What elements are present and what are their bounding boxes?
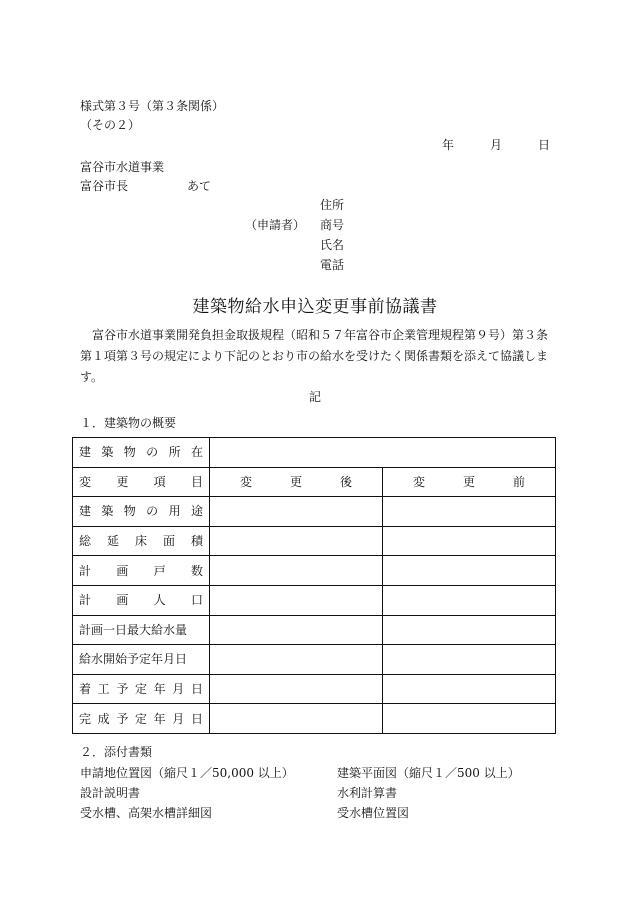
- table-row: [73, 615, 556, 645]
- addressee-line1: 富谷市水道事業: [80, 160, 165, 174]
- applicant-trade-name-label: 商号: [320, 218, 345, 232]
- date-year: 年: [441, 138, 454, 152]
- applicant-label: （申請者）: [245, 218, 306, 232]
- before-value-cell[interactable]: [383, 585, 556, 615]
- table-row: [73, 438, 556, 468]
- section2-heading: ２．添付書類: [80, 745, 153, 759]
- before-value-cell[interactable]: [383, 704, 556, 734]
- applicant-address-label: 住所: [320, 198, 345, 212]
- before-value-cell[interactable]: [383, 497, 556, 527]
- table-row: [73, 526, 556, 556]
- ki-marker: 記: [308, 390, 321, 404]
- row-label: 変 更 項 目: [73, 467, 210, 497]
- after-value-cell[interactable]: [210, 556, 383, 586]
- attachment-item: 申請地位置図（縮尺１／50,000 以上）: [80, 766, 294, 780]
- form-sub-number: （その２）: [80, 118, 141, 132]
- building-overview-table: [72, 437, 556, 734]
- after-header-cell: 変 更 後: [210, 467, 383, 497]
- before-value-cell[interactable]: [383, 615, 556, 645]
- row-label: 計 画 戸 数: [73, 556, 210, 586]
- table-row: [73, 497, 556, 527]
- table-row: [73, 704, 556, 734]
- after-value-cell[interactable]: [210, 615, 383, 645]
- table-row: [73, 674, 556, 704]
- after-value-cell[interactable]: [210, 526, 383, 556]
- addressee-to: あて: [187, 179, 212, 193]
- before-value-cell[interactable]: [383, 674, 556, 704]
- table-row: [73, 585, 556, 615]
- after-value-cell[interactable]: [210, 704, 383, 734]
- row-label: 給水開始予定年月日: [73, 645, 210, 675]
- addressee-line2: 富谷市長: [80, 179, 129, 193]
- before-value-cell[interactable]: [383, 556, 556, 586]
- location-value-cell[interactable]: [210, 438, 556, 468]
- form-number: 様式第３号（第３条関係）: [80, 99, 225, 113]
- after-value-cell[interactable]: [210, 645, 383, 675]
- attachment-item: 設計説明書: [80, 786, 141, 800]
- attachment-item: 受水槽位置図: [337, 806, 410, 820]
- document-title: 建築物給水申込変更事前協議書: [192, 297, 438, 317]
- row-label: 建 築 物 の 所 在: [73, 438, 210, 468]
- attachment-item: 受水槽、高架水槽詳細図: [80, 806, 213, 820]
- row-label: 計 画 人 口: [73, 585, 210, 615]
- row-label: 計画一日最大給水量: [73, 615, 210, 645]
- attachment-item: 建築平面図（縮尺１／500 以上）: [337, 766, 520, 780]
- after-value-cell[interactable]: [210, 585, 383, 615]
- before-value-cell[interactable]: [383, 645, 556, 675]
- section1-heading: １．建築物の概要: [80, 416, 177, 430]
- date-line: [442, 137, 550, 153]
- table-row: [73, 556, 556, 586]
- attachment-item: 水利計算書: [337, 786, 398, 800]
- row-label: 建 築 物 の 用 途: [73, 497, 210, 527]
- row-label: 着 工 予 定 年 月 日: [73, 674, 210, 704]
- applicant-name-label: 氏名: [320, 238, 345, 252]
- body-paragraph: 富谷市水道事業開発負担金取扱規程（昭和５７年富谷市企業管理規程第９号）第３条第１項第３号の規定により下記のとおり市の給水を受けたく関係書類を添えて協議します。: [80, 328, 549, 384]
- before-value-cell[interactable]: [383, 526, 556, 556]
- table-row: [73, 467, 556, 497]
- before-header-cell: 変 更 前: [383, 467, 556, 497]
- after-value-cell[interactable]: [210, 497, 383, 527]
- applicant-phone-label: 電話: [320, 258, 345, 272]
- date-day: 日: [537, 138, 550, 152]
- date-month: 月: [489, 138, 502, 152]
- after-value-cell[interactable]: [210, 674, 383, 704]
- row-label: 総 延 床 面 積: [73, 526, 210, 556]
- table-row: [73, 645, 556, 675]
- row-label: 完 成 予 定 年 月 日: [73, 704, 210, 734]
